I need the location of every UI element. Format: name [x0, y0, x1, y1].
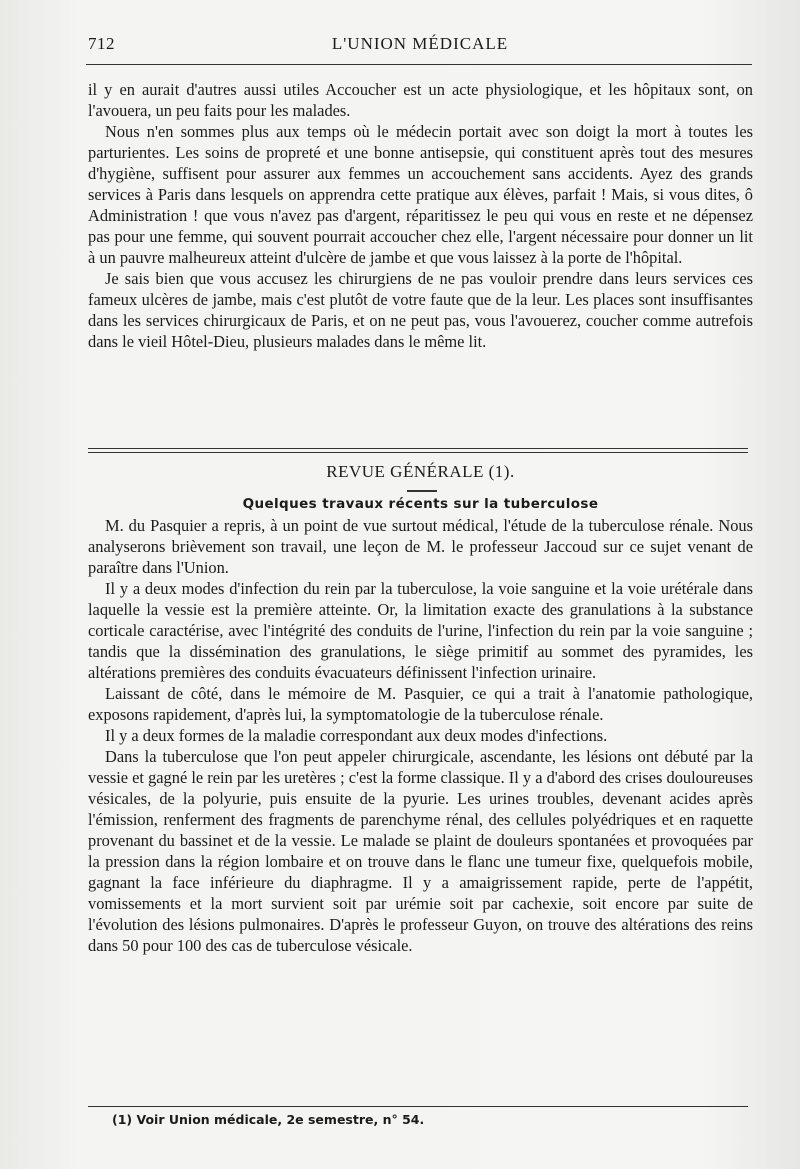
section-separator — [88, 448, 748, 453]
section-title: REVUE GÉNÉRALE (1). — [326, 462, 515, 481]
title-dash — [407, 490, 437, 492]
paragraph: Je sais bien que vous accusez les chirurgiens de ne pas vouloir prendre dans leurs services ces fameux ulcères de jambe, mais c'est plutôt de votre faute que de la leur. Les places sont insuffisantes dans les services chirurgicaux de Paris, et on ne peut pas, vous l'avouerez, coucher comme autrefois dans le vieil Hôtel-Dieu, plusieurs malades dans le même lit. — [88, 269, 753, 351]
paragraph: il y en aurait d'autres aussi utiles Accoucher est un acte physiologique, et les hôpitaux sont, on l'avouera, un peu faits pour les malades. — [88, 80, 753, 120]
paragraph: Il y a deux modes d'infection du rein par la tuberculose, la voie sanguine et la voie urétérale dans laquelle la vessie est la première atteinte. Or, la limitation exacte des granulations à la substance corticale caractérise, avec l'intégrité des conduits de l'urine, l'infection du rein par la voie sanguine ; tandis que la dissémination des granulations, le siège primitif au sommet des pyramides, les altérations premières des conduits évacuateurs définissent l'infection urinaire. — [88, 579, 753, 682]
footnote-rule — [88, 1106, 748, 1107]
paragraph: Laissant de côté, dans le mémoire de M. Pasquier, ce qui a trait à l'anatomie pathologique, exposons rapidement, d'après lui, la symptomatologie de la tuberculose rénale. — [88, 684, 753, 724]
revue-generale-body — [88, 515, 753, 956]
paragraph: M. du Pasquier a repris, à un point de vue surtout médical, l'étude de la tuberculose rénale. Nous analyserons brièvement son travail, une leçon de M. le professeur Jaccoud sur ce sujet venant de paraître dans l'Union. — [88, 516, 753, 577]
paragraph: Dans la tuberculose que l'on peut appeler chirurgicale, ascendante, les lésions ont débuté par la vessie et gagné le rein par les uretères ; c'est la forme classique. Il y a d'abord des crises douloureuses vésicales, de la polyurie, puis ensuite de la pyurie. Les urines troubles, devenant acides après l'émission, renferment des fragments de parenchyme rénal, des cellules polyédriques et en raquette provenant du bassinet et de la vessie. Le malade se plaint de douleurs spontanées et provoquées par la pression dans la région lombaire et on trouve dans le flanc une tumeur fixe, quelquefois mobile, gagnant la face inférieure du diaphragme. Il y a amaigrissement rapide, perte de l'appétit, vomissements et la mort survient soit par urémie soit par cachexie, soit encore par suite de l'évolution des lésions pulmonaires. D'après le professeur Guyon, on trouve des altérations des reins dans 50 pour 100 des cas de tuberculose vésicale. — [88, 747, 753, 955]
paragraph: Il y a deux formes de la maladie correspondant aux deux modes d'infections. — [105, 726, 608, 745]
page-number: 712 — [88, 34, 115, 53]
paragraph: Nous n'en sommes plus aux temps où le médecin portait avec son doigt la mort à toutes les parturientes. Les soins de propreté et une bonne antisepsie, qui constituent après tout des mesures d'hygiène, suffisent pour assurer aux femmes un accouchement sans accidents. Ayez des grands services à Paris dans lesquels on apprendra cette pratique aux élèves, parfait ! Mais, si vous dites, ô Administration ! que vous n'avez pas d'argent, réparitissez le peu qui vous en reste et ne dépensez pas pour une femme, qui souvent pourrait accoucher chez elle, l'argent nécessaire pour donner un lit à un pauvre malheureux atteint d'ulcère de jambe et que vous laissez à la porte de l'hôpital. — [88, 122, 753, 267]
footnote: (1) Voir Union médicale, 2e semestre, n° 54. — [112, 1112, 425, 1127]
article-continuation — [88, 79, 753, 352]
running-title: L'UNION MÉDICALE — [331, 34, 509, 53]
page-header — [88, 34, 752, 56]
section-subtitle: Quelques travaux récents sur la tuberculose — [242, 496, 599, 512]
header-rule — [86, 64, 752, 65]
